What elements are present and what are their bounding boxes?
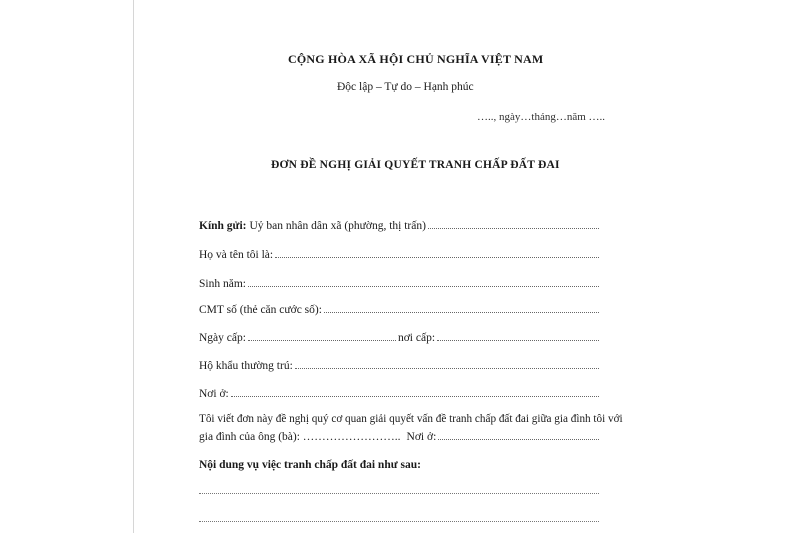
household-row (199, 356, 599, 372)
issue-date-label: Ngày cấp: (199, 332, 246, 344)
residence-row (199, 384, 599, 400)
date-line: ….., ngày…tháng…năm ….. (477, 111, 606, 123)
document-page (133, 0, 800, 533)
request-line-2 (199, 427, 599, 443)
opponent-residence-field[interactable] (438, 438, 599, 440)
id-row (199, 300, 599, 316)
opponent-name-label: gia đình của ông (bà): …………………….. (199, 431, 401, 443)
issue-place-label: nơi cấp: (397, 332, 436, 344)
country-heading: CỘNG HÒA XÃ HỘI CHỦ NGHĨA VIỆT NAM (288, 52, 544, 66)
residence-field[interactable] (231, 395, 599, 397)
recipient-label: Kính gửi: (199, 220, 247, 232)
opponent-residence-label: Nơi ở: (406, 431, 437, 443)
household-field[interactable] (295, 367, 599, 369)
recipient-field[interactable] (428, 227, 599, 229)
id-field[interactable] (324, 311, 599, 313)
request-line-1: Tôi viết đơn này đề nghị quý cơ quan giải quyết vấn đề tranh chấp đất đai giữa gia đình tôi với (199, 413, 623, 425)
issue-place-field[interactable] (437, 339, 599, 341)
residence-label: Nơi ở: (199, 388, 229, 400)
household-label: Hộ khẩu thường trú: (199, 360, 293, 372)
recipient-row (199, 216, 599, 232)
birth-year-label: Sinh năm: (199, 278, 246, 290)
recipient-text: Uỷ ban nhân dân xã (phường, thị trấn) (249, 220, 426, 232)
name-field[interactable] (275, 256, 599, 258)
id-label: CMT số (thẻ căn cước số): (199, 304, 322, 316)
birth-year-row (199, 274, 599, 290)
issue-row (199, 328, 599, 344)
content-heading: Nội dung vụ việc tranh chấp đất đai như sau: (199, 459, 421, 471)
content-line-2[interactable] (199, 520, 599, 522)
issue-date-field[interactable] (248, 339, 396, 341)
name-row (199, 245, 599, 261)
form-title: ĐƠN ĐỀ NGHỊ GIẢI QUYẾT TRANH CHẤP ĐẤT ĐAI (271, 159, 560, 171)
content-line-1[interactable] (199, 492, 599, 494)
birth-year-field[interactable] (248, 285, 599, 287)
name-label: Họ và tên tôi là: (199, 249, 274, 261)
motto: Độc lập – Tự do – Hạnh phúc (337, 81, 474, 93)
